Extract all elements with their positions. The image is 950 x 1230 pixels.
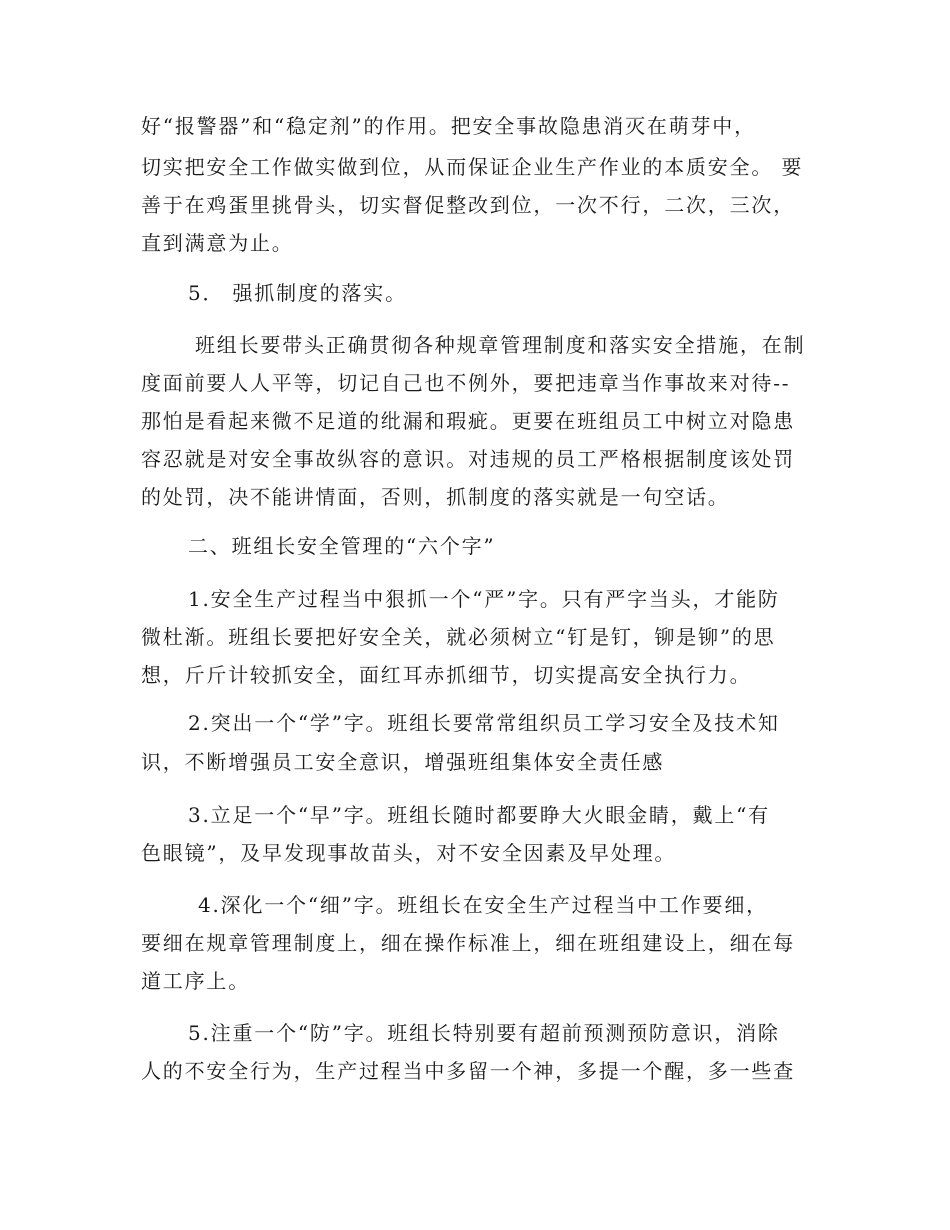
text-line: 识，不断增强员工安全意识，增强班组集体安全责任感 xyxy=(141,750,665,774)
text-line: 道工序上。 xyxy=(141,969,250,993)
text-line: 容忍就是对安全事故纵容的意识。对违规的员工严格根据制度该处罚 xyxy=(141,447,795,471)
text-line: 班组长要带头正确贯彻各种规章管理制度和落实安全措施，在制 xyxy=(195,333,806,357)
text-line: 2.突出一个“学”字。班组长要常常组织员工学习安全及技术知 xyxy=(188,711,780,735)
text-line: 度面前要人人平等，切记自己也不例外，要把违章当作事故来对待-- xyxy=(141,371,791,395)
text-line: 5． 强抓制度的落实。 xyxy=(188,281,407,305)
text-line: 1.安全生产过程当中狠抓一个“严”字。只有严字当头，才能防 xyxy=(188,587,780,611)
text-line: 的处罚，决不能讲情面，否则，抓制度的落实就是一句空话。 xyxy=(141,485,730,509)
text-line: 那怕是看起来微不足道的纰漏和瑕疵。更要在班组员工中树立对隐患 xyxy=(141,409,795,433)
text-line: 5.注重一个“防”字。班组长特别要有超前预测预防意识，消除 xyxy=(188,1021,780,1045)
text-line: 要细在规章管理制度上，细在操作标准上，细在班组建设上，细在每 xyxy=(141,931,795,955)
text-line: 微杜渐。班组长要把好安全关，就必须树立“钉是钉，铆是铆”的思 xyxy=(141,625,776,649)
text-line: 4.深化一个“细”字。班组长在安全生产过程当中工作要细， xyxy=(198,893,768,917)
section-heading: 二、班组长安全管理的“六个字” xyxy=(188,534,496,558)
text-line: 色眼镜”，及早发现事故苗头，对不安全因素及早处理。 xyxy=(141,841,677,865)
text-line: 善于在鸡蛋里挑骨头，切实督促整改到位，一次不行，二次，三次， xyxy=(141,193,795,217)
text-line: 好“报警器”和“稳定剂”的作用。把安全事故隐患消灭在萌芽中， xyxy=(141,114,756,138)
text-line: 3.立足一个“早”字。班组长随时都要睁大火眼金睛，戴上“有 xyxy=(188,803,770,827)
text-line: 直到满意为止。 xyxy=(141,231,294,255)
text-line: 想，斤斤计较抓安全，面红耳赤抓细节，切实提高安全执行力。 xyxy=(141,663,752,687)
text-line: 切实把安全工作做实做到位，从而保证企业生产作业的本质安全。 要 xyxy=(141,155,804,179)
text-line: 人的不安全行为，生产过程当中多留一个神，多提一个醒，多一些查 xyxy=(141,1059,795,1083)
